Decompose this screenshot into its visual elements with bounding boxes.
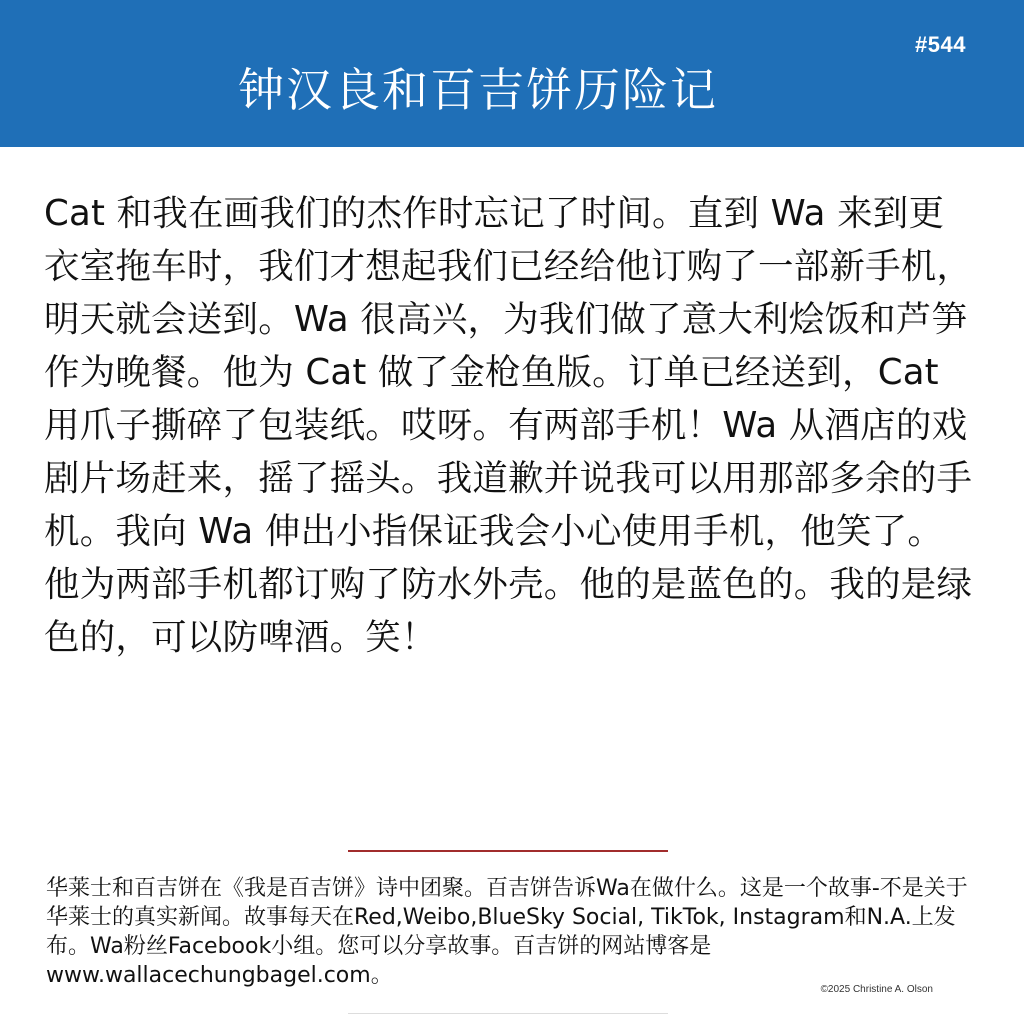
bottom-divider — [348, 1013, 668, 1014]
header-banner — [0, 0, 1024, 147]
episode-number: #544 — [915, 32, 966, 57]
copyright-notice: ©2025 Christine A. Olson — [820, 984, 933, 995]
story-text: Cat 和我在画我们的杰作时忘记了时间。直到 Wa 来到更衣室拖车时，我们才想起我们已经给他订购了一部新手机，明天就会送到。Wa 很高兴，为我们做了意大利烩饭和芦笋作为晚餐。他为 Cat 做了金枪鱼版。订单已经送到，Cat 用爪子撕碎了包装纸。哎呀。有两部手机！Wa 从酒店的戏剧片场赶来，摇了摇头。我道歉并说我可以用那部多余的手机。我向 Wa 伸出小指保证我会小心使用手机，他笑了。他为两部手机都订购了防水外壳。他的是蓝色的。我的是绿色的，可以防啤酒。笑！ — [44, 193, 973, 658]
page-title: 钟汉良和百吉饼历险记 — [238, 63, 718, 117]
divider — [348, 850, 668, 852]
footer-note: 华莱士和百吉饼在《我是百吉饼》诗中团聚。百吉饼告诉Wa在做什么。这是一个故事-不是关于华莱士的真实新闻。故事每天在Red,Weibo,BlueSky Social, TikTok, Instagram和N.A.上发布。Wa粉丝Facebook小组。您可以分享故事。百吉饼的网站博客是www.wallacechungbagel.com。 — [46, 876, 968, 988]
